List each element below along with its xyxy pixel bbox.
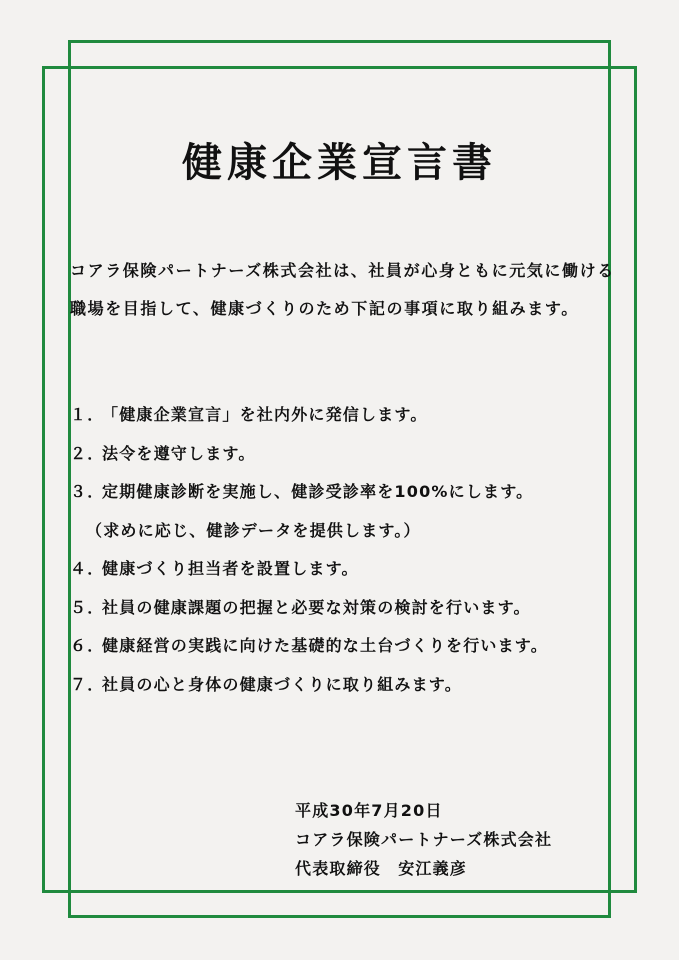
list-item-note: [70, 512, 630, 551]
list-item: [70, 396, 630, 435]
item-text: 社員の健康課題の把握と必要な対策の検討を行います。: [102, 597, 531, 617]
item-number: ７．: [70, 674, 105, 694]
item-number: ６．: [70, 636, 105, 655]
list-item: [70, 627, 630, 666]
item-text: 法令を遵守します。: [102, 443, 256, 463]
list-item: [70, 550, 630, 589]
list-item: [70, 473, 630, 512]
signature-date: 平成30年7月20日: [295, 801, 443, 820]
list-item: [70, 435, 630, 474]
item-text: 定期健康診断を実施し、健診受診率を100%にします。: [102, 482, 534, 501]
item-number: ３．: [70, 482, 105, 501]
item-text: （求めに応じ、健診データを提供します。）: [86, 520, 421, 540]
item-number: ４．: [70, 559, 105, 578]
item-text: 社員の心と身体の健康づくりに取り組みます。: [102, 674, 462, 694]
item-number: ５．: [70, 597, 105, 617]
list-item: [70, 666, 630, 705]
intro-paragraph: コアラ保険パートナーズ株式会社は、社員が心身ともに元気に働ける職場を目指して、健康づくりのため下記の事項に取り組みます。: [70, 261, 615, 318]
signature-block: [295, 796, 552, 883]
item-number: １．: [70, 405, 105, 424]
item-text: 健康経営の実践に向けた基礎的な土台づくりを行います。: [102, 636, 548, 655]
item-text: 健康づくり担当者を設置します。: [102, 559, 359, 578]
signature-company: コアラ保険パートナーズ株式会社: [295, 830, 553, 849]
signature-representative: 代表取締役 安江義彦: [295, 859, 468, 878]
document-title: 健康企業宣言書: [182, 140, 497, 186]
declaration-list: [70, 396, 630, 704]
list-item: [70, 589, 630, 628]
item-text: 「健康企業宣言」を社内外に発信します。: [102, 405, 428, 424]
item-number: ２．: [70, 443, 105, 463]
